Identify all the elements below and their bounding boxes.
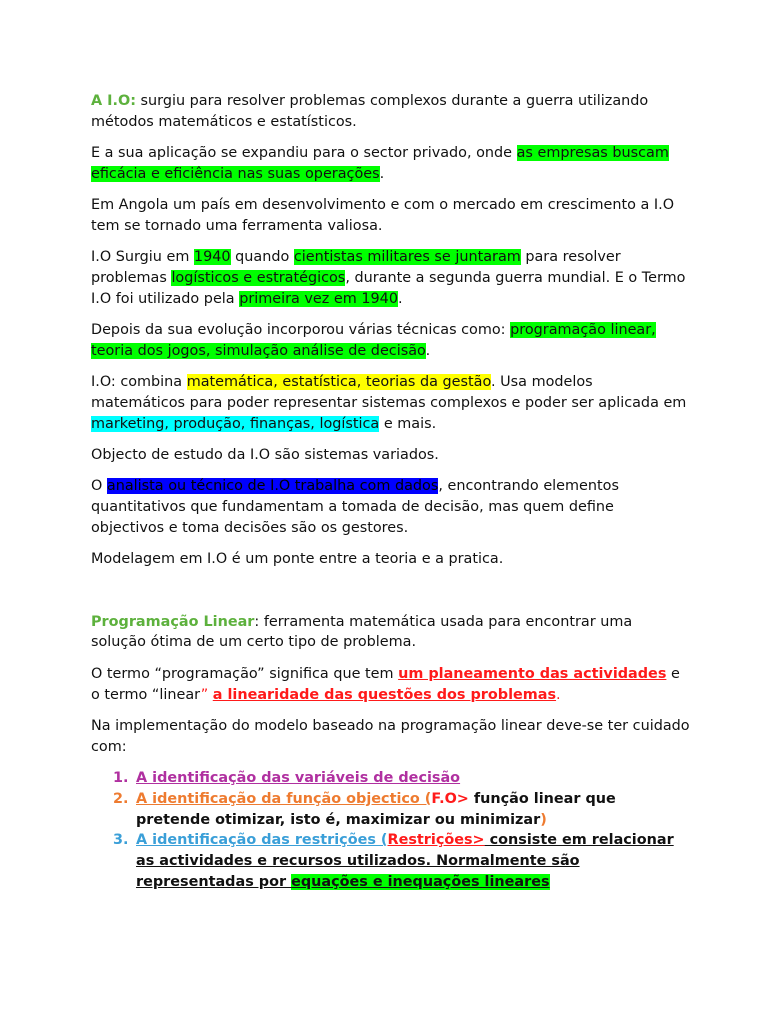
- paragraph-object: Objecto de estudo da I.O são sistemas variados.: [91, 447, 439, 464]
- highlight: analista ou técnico de I.O trabalha com dados: [106, 478, 439, 495]
- highlight: logísticos e estratégicos: [171, 270, 346, 287]
- highlight: equações e inequações lineares: [291, 873, 550, 890]
- paragraph-implementation: Na implementação do modelo baseado na programação linear deve-se ter cuidado com:: [91, 717, 690, 755]
- paragraph-linear-programming: Programação Linear: ferramenta matemática usada para encontrar uma solução ótima de um certo tipo de problema.: [91, 613, 633, 651]
- paragraph-io-origin: A I.O: surgiu para resolver problemas complexos durante a guerra utilizando métodos matemáticos e estatísticos.: [91, 93, 649, 130]
- spacer: [91, 581, 691, 612]
- highlight: primeira vez em 1940: [239, 290, 398, 307]
- highlight: programação linear, teoria dos jogos, simulação análise de decisão: [91, 322, 656, 359]
- lp-lead: Programação Linear: [91, 613, 255, 630]
- numbered-list: [91, 768, 691, 893]
- paragraph-term: O termo “programação” significa que tem um planeamento das actividades e o termo “linear” a linearidade das questões dos problemas.: [91, 665, 680, 703]
- paragraph-combines: I.O: combina matemática, estatística, teorias da gestão. Usa modelos matemáticos para poder representar sistemas complexos e poder ser aplicada em marketing, produção, finanças, logística e mais.: [91, 374, 687, 432]
- list-item: 1. A identificação das variáveis de decisão: [113, 769, 461, 786]
- highlight: cientistas militares se juntaram: [293, 249, 521, 266]
- highlight: matemática, estatística, teorias da gestão: [186, 374, 491, 391]
- paragraph-techniques: Depois da sua evolução incorporou várias técnicas como: programação linear, teoria dos jogos, simulação análise de decisão.: [91, 322, 656, 359]
- paragraph-expansion: E a sua aplicação se expandiu para o sector privado, onde as empresas buscam eficácia e eficiência nas suas operações.: [91, 145, 669, 182]
- emphasis: a linearidade das questões dos problemas: [212, 686, 557, 703]
- document-body: [91, 91, 691, 893]
- list-item: 2. A identificação da função objectico (F.O> função linear que pretende otimizar, isto é, maximizar ou minimizar): [113, 790, 616, 828]
- paragraph-history: I.O Surgiu em 1940 quando cientistas militares se juntaram para resolver problemas logísticos e estratégicos, durante a segunda guerra mundial. E o Termo I.O foi utilizado pela primeira vez em 1940.: [91, 249, 686, 307]
- paragraph-analyst: O analista ou técnico de I.O trabalha com dados, encontrando elementos quantitativos que fundamentam a tomada de decisão, mas quem define objectivos e toma decisões são os gestores.: [91, 478, 619, 537]
- highlight: as empresas buscam eficácia e eficiência nas suas operações: [91, 145, 669, 182]
- paragraph-modelling: Modelagem em I.O é um ponte entre a teoria e a pratica.: [91, 551, 504, 568]
- highlight: marketing, produção, finanças, logística: [91, 415, 380, 432]
- paragraph-angola: Em Angola um país em desenvolvimento e com o mercado em crescimento a I.O tem se tornado uma ferramenta valiosa.: [91, 197, 675, 234]
- io-lead: A I.O:: [91, 93, 136, 109]
- highlight: 1940: [193, 249, 231, 266]
- list-item: 3. A identificação das restrições (Restrições> consiste em relacionar as actividades e recursos utilizados. Normalmente são representadas por equações e inequações lineares: [113, 832, 674, 890]
- emphasis: um planeamento das actividades: [398, 665, 667, 682]
